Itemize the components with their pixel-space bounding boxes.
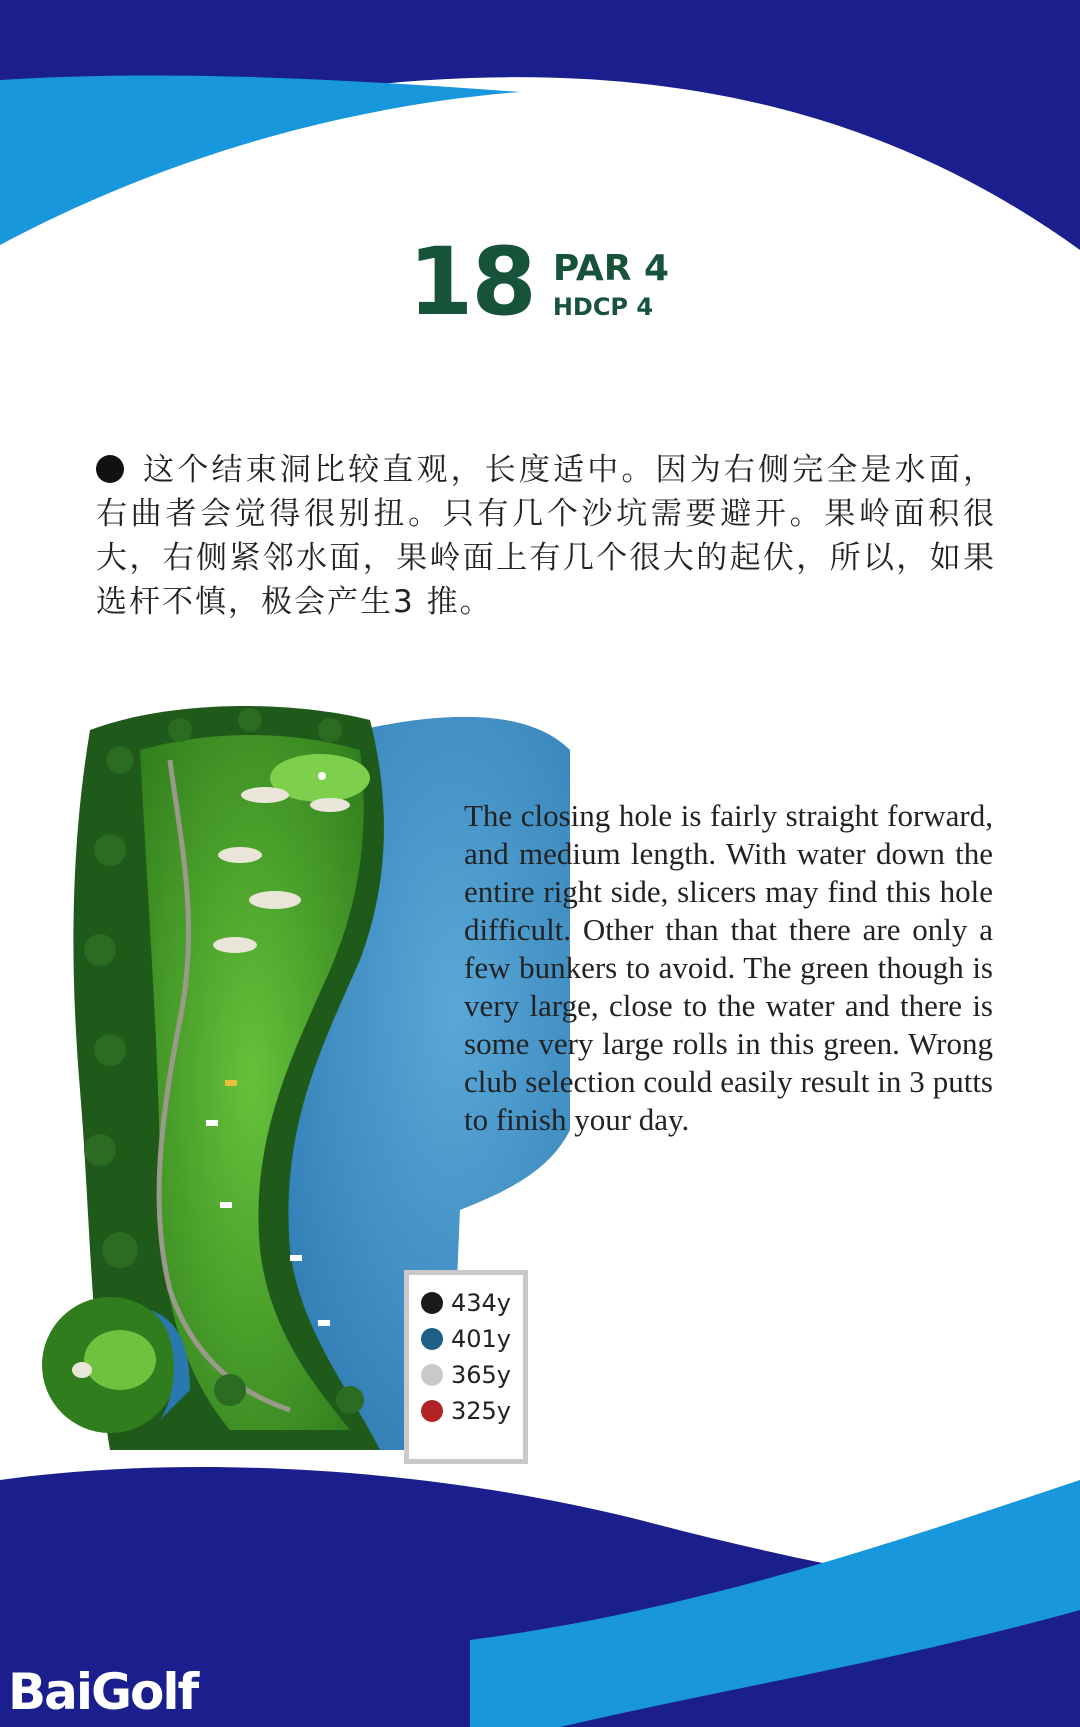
bunker (218, 847, 262, 863)
tee-row-white (421, 1357, 523, 1393)
tee-distance: 434y (451, 1289, 512, 1317)
bunker (213, 937, 257, 953)
hole-header (408, 228, 670, 337)
description-chinese-text: 这个结束洞比较直观，长度适中。因为右侧完全是水面，右曲者会觉得很别扭。只有几个沙坑需要避开。果岭面积很大，右侧紧邻水面，果岭面上有几个很大的起伏，所以，如果选杆不慎，极会产生3 推。 (96, 452, 996, 620)
tee-row-black (421, 1285, 523, 1321)
blue-tee-dot (421, 1328, 443, 1350)
bunker (310, 798, 350, 812)
flag-marker (318, 772, 326, 780)
par-block (553, 250, 669, 322)
bunker (241, 787, 289, 803)
tee-distance: 401y (451, 1325, 512, 1353)
handicap-label: HDCP 4 (552, 293, 654, 321)
tee-box-black (318, 1320, 330, 1326)
tee-row-blue (421, 1321, 523, 1357)
description-english: The closing hole is fairly straight forward, and medium length. With water down the entire right side, slicers may find this hole difficult. Other than that there are only a few bunkers to avoid. The green though is very large, close to the water and there is some very large rolls in this green. Wrong club selection could easily result in 3 putts to finish your day. (464, 798, 993, 1137)
tee-legend (404, 1270, 528, 1464)
hole-number: 18 (408, 228, 535, 337)
tee-box-blue (220, 1202, 232, 1208)
tee-box-red (225, 1080, 237, 1086)
bunker (249, 891, 301, 909)
tee-row-red (421, 1393, 523, 1429)
description-chinese (96, 448, 996, 624)
bullet-icon (96, 455, 124, 483)
black-tee-dot (421, 1292, 443, 1314)
tee-box (290, 1255, 302, 1261)
brand-logo: BaiGolf (8, 1663, 198, 1721)
tee-box-white (206, 1120, 218, 1126)
red-tee-dot (421, 1400, 443, 1422)
white-tee-dot (421, 1364, 443, 1386)
tee-distance: 325y (451, 1397, 512, 1425)
par-label: PAR 4 (552, 248, 670, 289)
tee-distance: 365y (451, 1361, 512, 1389)
